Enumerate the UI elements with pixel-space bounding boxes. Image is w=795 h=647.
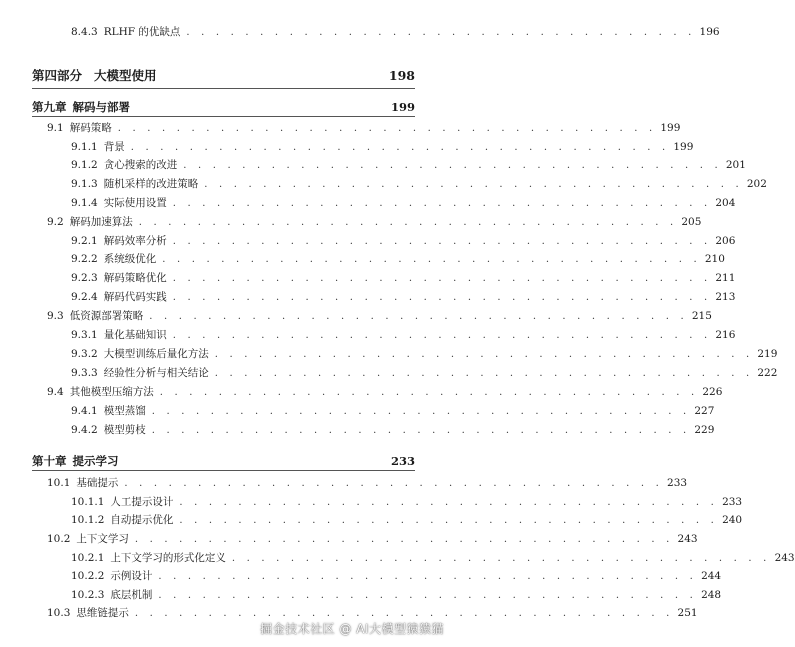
toc-entry-number: 9.1.4: [71, 197, 98, 209]
toc-entry-number: 9.2.3: [71, 272, 98, 284]
chapter-divider: [32, 116, 415, 117]
toc-entry-8-4-3[interactable]: [0, 24, 720, 40]
toc-entry-9-1-2[interactable]: [0, 157, 746, 173]
toc-entry-page: 251: [677, 607, 698, 619]
dot-leader: . . . . . . . . . . . . . . . . . . . . . . . . . . . . . . . . . . . . .: [124, 478, 664, 489]
toc-entry-title: 贪心搜索的改进: [103, 159, 178, 171]
toc-part-page: 198: [388, 68, 415, 83]
toc-entry-number: 10.1: [47, 477, 71, 489]
toc-entry-number: 9.1.1: [71, 141, 98, 153]
toc-entry-title: 模型蒸馏: [103, 405, 146, 417]
dot-leader: . . . . . . . . . . . . . . . . . . . . . . . . . . . . . . . . . . . . .: [204, 179, 743, 190]
toc-entry-9-1-3[interactable]: [0, 176, 767, 192]
toc-entry-9-3[interactable]: [0, 308, 712, 324]
toc-entry-page: 196: [699, 26, 720, 38]
toc-entry-number: 9.1.2: [71, 159, 98, 171]
toc-entry-number: 9.4.2: [71, 424, 98, 436]
toc-chapter-10[interactable]: [0, 453, 456, 469]
toc-entry-title: 模型剪枝: [103, 424, 146, 436]
toc-entry-title: 系统级优化: [103, 253, 157, 265]
toc-entry-number: 10.2.1: [71, 552, 105, 564]
toc-entry-number: 10.1.1: [71, 496, 105, 508]
dot-leader: . . . . . . . . . . . . . . . . . . . . . . . . . . . . . . . . . . . . .: [130, 142, 670, 153]
toc-entry-page: 201: [725, 159, 746, 171]
toc-entry-number: 10.3: [47, 607, 71, 619]
toc-entry-number: 9.4.1: [71, 405, 98, 417]
toc-entry-page: 215: [691, 310, 712, 322]
toc-entry-9-2-3[interactable]: [0, 270, 736, 286]
toc-entry-title: 量化基础知识: [103, 329, 167, 341]
toc-entry-title: 解码代码实践: [103, 291, 167, 303]
toc-entry-title: RLHF 的优缺点: [103, 26, 181, 38]
toc-entry-page: 226: [702, 386, 723, 398]
toc-entry-title: 底层机制: [110, 589, 153, 601]
toc-entry-number: 9.4: [47, 386, 64, 398]
toc-entry-title: 随机采样的改进策略: [103, 178, 199, 190]
dot-leader: . . . . . . . . . . . . . . . . . . . . . . . . . . . . . . . . . . . . .: [183, 160, 722, 171]
dot-leader: . . . . . . . . . . . . . . . . . . . . . . . . . . . . . . . . . . . . .: [149, 311, 688, 322]
toc-entry-title: 解码策略优化: [103, 272, 167, 284]
toc-entry-title: 示例设计: [110, 570, 153, 582]
toc-entry-title: 经验性分析与相关结论: [103, 367, 209, 379]
dot-leader: . . . . . . . . . . . . . . . . . . . . . . . . . . . . . . . . . . . . .: [231, 553, 771, 564]
toc-chapter-9[interactable]: [0, 99, 456, 115]
toc-part-title: 大模型使用: [94, 68, 157, 83]
toc-entry-title: 上下文学习: [76, 533, 129, 545]
dot-leader: . . . . . . . . . . . . . . . . . . . . . . . . . . . . . . . . . . . . .: [134, 534, 674, 545]
toc-entry-page: 206: [715, 235, 736, 247]
toc-entry-number: 8.4.3: [71, 26, 98, 38]
dot-leader: . . . . . . . . . . . . . . . . . . . . . . . . . . . . . . . . . . . . .: [158, 571, 698, 582]
toc-entry-number: 9.1.3: [71, 178, 98, 190]
toc-entry-page: 199: [673, 141, 694, 153]
toc-part-number: 第四部分: [32, 68, 83, 83]
toc-entry-10-2[interactable]: [0, 531, 698, 547]
toc-entry-10-2-3[interactable]: [0, 587, 722, 603]
toc-entry-title: 思维链提示: [76, 607, 129, 619]
toc-entry-title: 上下文学习的形式化定义: [110, 552, 226, 564]
toc-entry-number: 9.1: [47, 122, 64, 134]
toc-entry-page: 199: [660, 122, 681, 134]
toc-entry-page: 227: [694, 405, 715, 417]
toc-entry-page: 233: [722, 496, 743, 508]
toc-entry-number: 10.1.2: [71, 514, 105, 526]
dot-leader: . . . . . . . . . . . . . . . . . . . . . . . . . . . . . . . . . . . . .: [159, 387, 699, 398]
dot-leader: . . . . . . . . . . . . . . . . . . . . . . . . . . . . . . . . . . . . .: [117, 123, 657, 134]
dot-leader: . . . . . . . . . . . . . . . . . . . . . . . . . . . . . . . . . . . . .: [179, 497, 719, 508]
toc-entry-10-1[interactable]: [0, 475, 688, 491]
dot-leader: . . . . . . . . . . . . . . . . . . . . . . . . . . . . . . . . . . . . .: [172, 198, 712, 209]
toc-entry-title: 大模型训练后量化方法: [103, 348, 209, 360]
toc-chapter-title: 解码与部署: [72, 100, 130, 114]
toc-chapter-number: 第九章: [32, 100, 67, 114]
toc-entry-page: 248: [701, 589, 722, 601]
toc-entry-10-1-1[interactable]: [0, 494, 743, 510]
toc-chapter-page: 233: [390, 454, 415, 468]
toc-entry-number: 9.3.1: [71, 329, 98, 341]
toc-entry-9-4[interactable]: [0, 384, 723, 400]
toc-chapter-title: 提示学习: [72, 454, 119, 468]
toc-entry-title: 自动提示优化: [110, 514, 174, 526]
toc-entry-title: 解码效率分析: [103, 235, 167, 247]
toc-entry-number: 9.2.2: [71, 253, 98, 265]
toc-entry-number: 10.2: [47, 533, 71, 545]
toc-entry-number: 9.3.2: [71, 348, 98, 360]
dot-leader: . . . . . . . . . . . . . . . . . . . . . . . . . . . . . . . . . . . . .: [172, 273, 712, 284]
toc-entry-9-4-1[interactable]: [0, 403, 715, 419]
toc-entry-9-2[interactable]: [0, 214, 702, 230]
toc-entry-10-2-2[interactable]: [0, 568, 722, 584]
dot-leader: . . . . . . . . . . . . . . . . . . . . . . . . . . . . . . . . . . . . .: [158, 590, 698, 601]
toc-entry-9-3-3[interactable]: [0, 365, 778, 381]
toc-entry-9-1[interactable]: [0, 120, 681, 136]
toc-entry-9-4-2[interactable]: [0, 422, 715, 438]
watermark: 掘金技术社区 @ AI大模型猿猿猫: [260, 622, 444, 636]
toc-entry-title: 低资源部署策略: [69, 310, 144, 322]
toc-entry-page: 204: [715, 197, 736, 209]
toc-entry-number: 10.2.3: [71, 589, 105, 601]
toc-entry-page: 213: [715, 291, 736, 303]
toc-entry-number: 9.3: [47, 310, 64, 322]
toc-entry-page: 202: [746, 178, 767, 190]
toc-entry-page: 243: [677, 533, 698, 545]
toc-entry-10-1-2[interactable]: [0, 512, 743, 528]
toc-entry-number: 9.2: [47, 216, 64, 228]
dot-leader: . . . . . . . . . . . . . . . . . . . . . . . . . . . . . . . . . . . . .: [172, 236, 712, 247]
toc-entry-page: 222: [757, 367, 778, 379]
chapter-divider: [32, 470, 415, 471]
dot-leader: . . . . . . . . . . . . . . . . . . . . . . . . . . . . . . . . . . . . .: [172, 292, 712, 303]
part-divider: [32, 88, 415, 89]
toc-entry-10-3[interactable]: [0, 605, 698, 621]
toc-entry-9-2-2[interactable]: [0, 251, 725, 267]
dot-leader: . . . . . . . . . . . . . . . . . . . . . . . . . . . . . . . . . . .: [186, 27, 696, 38]
toc-entry-9-1-1[interactable]: [0, 139, 694, 155]
toc-entry-title: 人工提示设计: [110, 496, 174, 508]
toc-entry-page: 219: [757, 348, 778, 360]
toc-entry-page: 205: [681, 216, 702, 228]
toc-entry-title: 背景: [103, 141, 125, 153]
dot-leader: . . . . . . . . . . . . . . . . . . . . . . . . . . . . . . . . . . . . .: [162, 254, 701, 265]
toc-entry-title: 其他模型压缩方法: [69, 386, 154, 398]
toc-entry-page: 233: [667, 477, 688, 489]
toc-entry-9-2-1[interactable]: [0, 233, 736, 249]
toc-chapter-page: 199: [390, 100, 415, 114]
dot-leader: . . . . . . . . . . . . . . . . . . . . . . . . . . . . . . . . . . . . .: [179, 515, 719, 526]
dot-leader: . . . . . . . . . . . . . . . . . . . . . . . . . . . . . . . . . . . . .: [172, 330, 712, 341]
toc-entry-title: 基础提示: [76, 477, 119, 489]
toc-entry-9-1-4[interactable]: [0, 195, 736, 211]
toc-entry-title: 解码加速算法: [69, 216, 133, 228]
toc-entry-9-2-4[interactable]: [0, 289, 736, 305]
dot-leader: . . . . . . . . . . . . . . . . . . . . . . . . . . . . . . . . . . . . .: [214, 349, 754, 360]
dot-leader: . . . . . . . . . . . . . . . . . . . . . . . . . . . . . . . . . . . . .: [151, 425, 691, 436]
toc-part-4[interactable]: [0, 67, 456, 85]
toc-entry-title: 实际使用设置: [103, 197, 167, 209]
toc-entry-number: 10.2.2: [71, 570, 105, 582]
dot-leader: . . . . . . . . . . . . . . . . . . . . . . . . . . . . . . . . . . . . .: [214, 368, 754, 379]
toc-entry-page: 240: [722, 514, 743, 526]
toc-entry-page: 211: [715, 272, 736, 284]
toc-entry-page: 216: [715, 329, 736, 341]
dot-leader: . . . . . . . . . . . . . . . . . . . . . . . . . . . . . . . . . . . . .: [138, 217, 678, 228]
toc-entry-page: 229: [694, 424, 715, 436]
toc-entry-number: 9.3.3: [71, 367, 98, 379]
toc-entry-page: 243: [774, 552, 795, 564]
toc-entry-9-3-2[interactable]: [0, 346, 778, 362]
dot-leader: . . . . . . . . . . . . . . . . . . . . . . . . . . . . . . . . . . . . .: [151, 406, 691, 417]
toc-entry-number: 9.2.1: [71, 235, 98, 247]
toc-entry-9-3-1[interactable]: [0, 327, 736, 343]
toc-entry-number: 9.2.4: [71, 291, 98, 303]
toc-entry-10-2-1[interactable]: [0, 550, 795, 566]
toc-chapter-number: 第十章: [32, 454, 67, 468]
toc-entry-page: 244: [701, 570, 722, 582]
dot-leader: . . . . . . . . . . . . . . . . . . . . . . . . . . . . . . . . . . . . .: [134, 608, 674, 619]
toc-entry-page: 210: [704, 253, 725, 265]
toc-entry-title: 解码策略: [69, 122, 112, 134]
